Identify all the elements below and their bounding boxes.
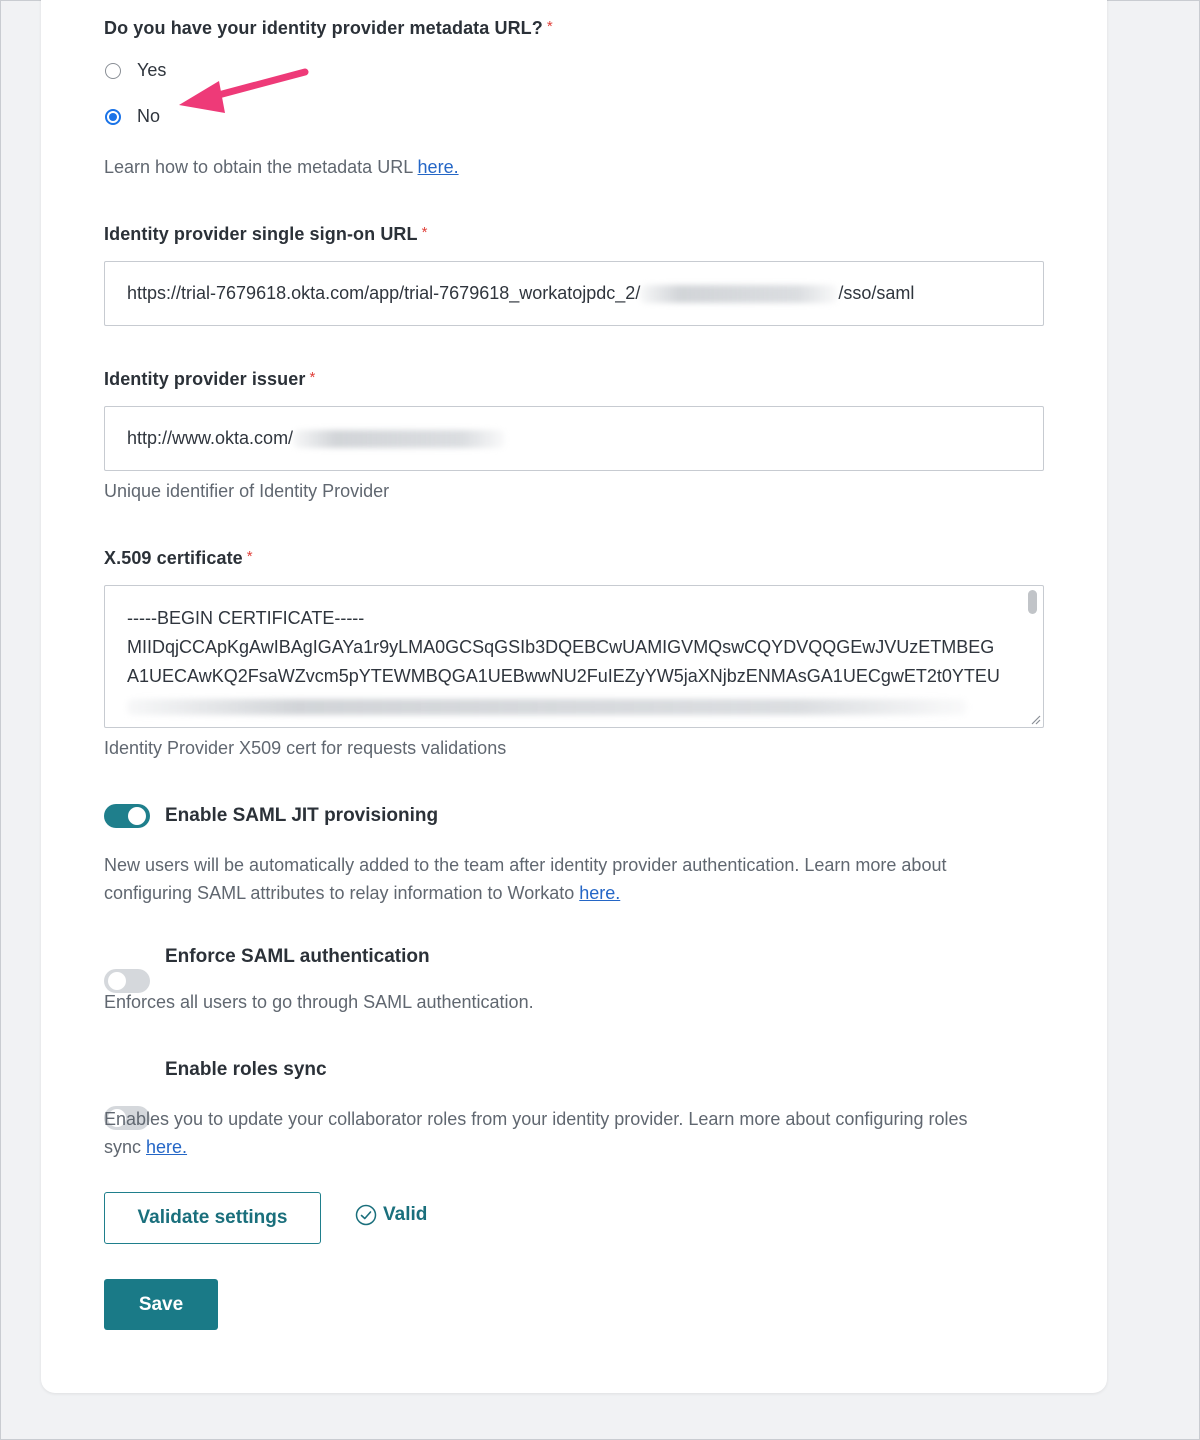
radio-yes-button[interactable] — [105, 63, 121, 79]
roles-sync-label: Enable roles sync — [165, 1059, 327, 1080]
roles-sync-help-link[interactable]: here. — [146, 1137, 188, 1157]
annotation-arrow-icon — [171, 67, 311, 119]
radio-no-label: No — [137, 106, 161, 126]
textarea-scrollbar[interactable] — [1028, 590, 1037, 614]
validate-settings-button[interactable]: Validate settings — [104, 1192, 321, 1244]
radio-option-no[interactable] — [105, 106, 160, 127]
metadata-help-link[interactable]: here. — [417, 157, 459, 177]
certificate-line: A1UECAwKQ2FsaWZvcm5pYTEWMBQGA1UEBwwNU2FuIEZyYW5jaXNjbzENMAsGA1UECgwET2t0YTEU — [127, 666, 1000, 686]
save-button[interactable]: Save — [104, 1279, 218, 1330]
enforce-saml-label: Enforce SAML authentication — [165, 946, 430, 967]
sso-url-input[interactable] — [104, 261, 1044, 326]
redacted-segment — [127, 699, 967, 715]
sso-url-value-prefix: https://trial-7679618.okta.com/app/trial-7679618_workatojpdc_2/ — [127, 283, 641, 303]
toggle-knob — [128, 807, 146, 825]
issuer-value-prefix: http://www.okta.com/ — [127, 428, 294, 448]
certificate-help-text: Identity Provider X509 cert for requests validations — [104, 738, 507, 758]
enforce-help-text: Enforces all users to go through SAML authentication. — [104, 992, 534, 1012]
radio-no-button[interactable] — [105, 109, 121, 125]
sso-url-label: Identity provider single sign-on URL * — [104, 224, 428, 244]
metadata-help-text: Learn how to obtain the metadata URL here. — [104, 157, 459, 177]
roles-sync-help-text: Enables you to update your collaborator roles from your identity provider. Learn more about configuring roles sync here. — [104, 1109, 968, 1157]
certificate-label: X.509 certificate * — [104, 548, 253, 568]
settings-card — [41, 0, 1107, 1393]
validation-status — [355, 1204, 427, 1226]
check-circle-icon — [355, 1204, 377, 1226]
resize-handle-icon[interactable] — [1029, 713, 1041, 725]
metadata-question-label: Do you have your identity provider metadata URL? * — [104, 18, 553, 38]
jit-help-link[interactable]: here. — [579, 883, 621, 903]
issuer-help-text: Unique identifier of Identity Provider — [104, 481, 390, 501]
certificate-textarea[interactable] — [104, 585, 1044, 728]
issuer-input[interactable] — [104, 406, 1044, 471]
jit-help-text: New users will be automatically added to the team after identity provider authentication. Learn more about configuring SAML attributes to relay information to Workato here. — [104, 855, 947, 903]
issuer-label: Identity provider issuer * — [104, 369, 316, 389]
radio-yes-label: Yes — [137, 60, 167, 80]
jit-provisioning-label: Enable SAML JIT provisioning — [165, 805, 439, 826]
jit-provisioning-toggle[interactable] — [104, 804, 150, 828]
toggle-knob — [108, 972, 126, 990]
redacted-segment — [640, 285, 838, 303]
certificate-line: -----BEGIN CERTIFICATE----- — [127, 608, 365, 628]
enforce-saml-toggle[interactable] — [104, 969, 150, 993]
valid-label: Valid — [383, 1204, 428, 1225]
sso-url-value-suffix: /sso/saml — [838, 283, 915, 303]
radio-option-yes[interactable] — [105, 60, 166, 81]
certificate-line: MIIDqjCCApKgAwIBAgIGAYa1r9yLMA0GCSqGSIb3DQEBCwUAMIGVMQswCQYDVQQGEwJVUzETMBEG — [127, 637, 995, 657]
redacted-segment — [293, 430, 505, 448]
